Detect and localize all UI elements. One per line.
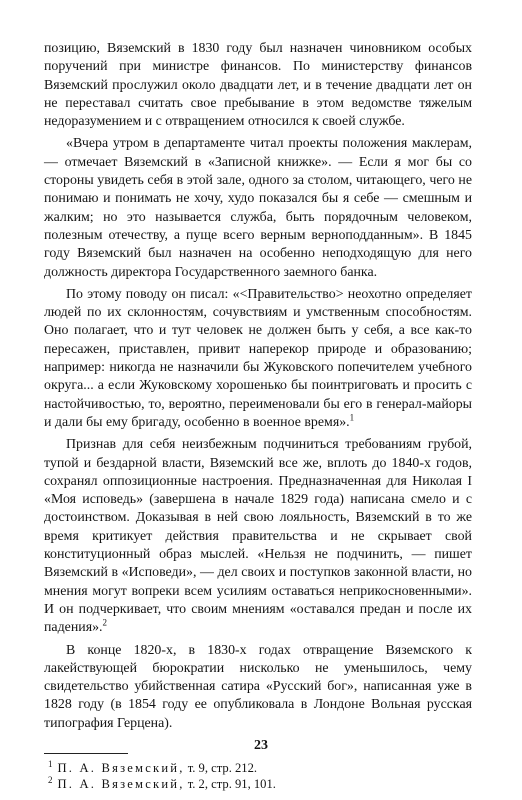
paragraph-4 [44, 436, 472, 637]
footnote-2-author: П. А. Вяземский, [57, 777, 185, 792]
footnote-2-reference: т. 2, стр. 91, 101. [187, 777, 276, 792]
paragraph-2 [44, 135, 472, 281]
footnote-1-reference: т. 9, стр. 212. [187, 760, 258, 775]
page-number: 23 [254, 738, 268, 753]
paragraph-5 [44, 642, 472, 733]
paragraph-2-text: «Вчера утром в департаменте читал проекты положения маклерам, — отмечает Вяземский в «Записной книжке». — Если я мог бы со стороны увидеть себя в этой зале, одного за столом, читающего, чего не понимаю и понимать не хочу, худо показался бы я себе — смешным и жалким; но это называется служба, быть порядочным человеком, полезным отечеству, а пуще всего верным верноподданным». В 1845 году Вяземский был назначен на особенно неподходящую для него должность директора Государственного заемного банка. [44, 136, 472, 280]
page-body [44, 40, 472, 793]
paragraph-1 [44, 40, 472, 131]
footnote-ref-1: 1 [349, 412, 355, 423]
paragraph-1-text: позицию, Вяземский в 1830 году был назначен чиновником особых поручений при министре финансов. По министерству финансов Вяземский прослужил около двадцати лет, и в течение двадцати лет он не переставал считать свое пребывание в этом ведомстве тяжелым недоразумением и с отвращением относился к своей службе. [44, 41, 472, 130]
footnote-1-author: П. А. Вяземский, [57, 760, 185, 775]
footnote-2-number: 2 [48, 775, 53, 786]
paragraph-5-text: В конце 1820-х, в 1830-х годах отвращение Вяземского к лакействующей бюрократии нисколько не уменьшилось, чему свидетельство убийственная сатира «Русский бог», написанная уже в 1828 году (в 1854 году ее опубликовала в Лондоне Вольная русская типография Герцена). [44, 642, 472, 731]
footnote-1-number: 1 [48, 758, 53, 769]
footnote-1 [44, 760, 472, 777]
footnote-ref-2: 2 [102, 617, 108, 628]
footnote-2 [44, 776, 472, 793]
paragraph-3 [44, 286, 472, 432]
paragraph-4-text: Признав для себя неизбежным подчиниться требованиям грубой, тупой и бездарной власти, Вяземский все же, вплоть до 1840-х годов, сохранял оппозиционные настроения. Предназначенная для Николая I «Моя исповедь» (завершена в начале 1829 года) написана смело и с достоинством. Доказывая в ней свою лояльность, Вяземский в то же время критикует действия правительства и не скрывает свой конституционный образ мыслей. «Нельзя не подчинить, — пишет Вяземский в «Исповеди», — дел своих и поступков законной власти, но мнения могут вопреки всем усилиям оставаться неприкосновенными». И он подчеркивает, что своим мнениям «оставался предан и после их падения». [44, 437, 472, 636]
paragraph-3-text: По этому поводу он писал: «<Правительство> неохотно определяет людей по их склонностям, сочувствиям и умственным способностям. Оно полагает, что и тут человек не должен быть у себя, а все как-то пересажен, приставлен, привит наперекор природе и образованию; например: никогда не назначили бы Жуковского попечителем учебного округа... а если Жуковскому хорошенько бы поинтриговать и просить с настойчивостью, то, вероятно, переименовали бы его в генерал-майоры и дали бы ему бригаду, особенно в военное время». [44, 286, 472, 430]
